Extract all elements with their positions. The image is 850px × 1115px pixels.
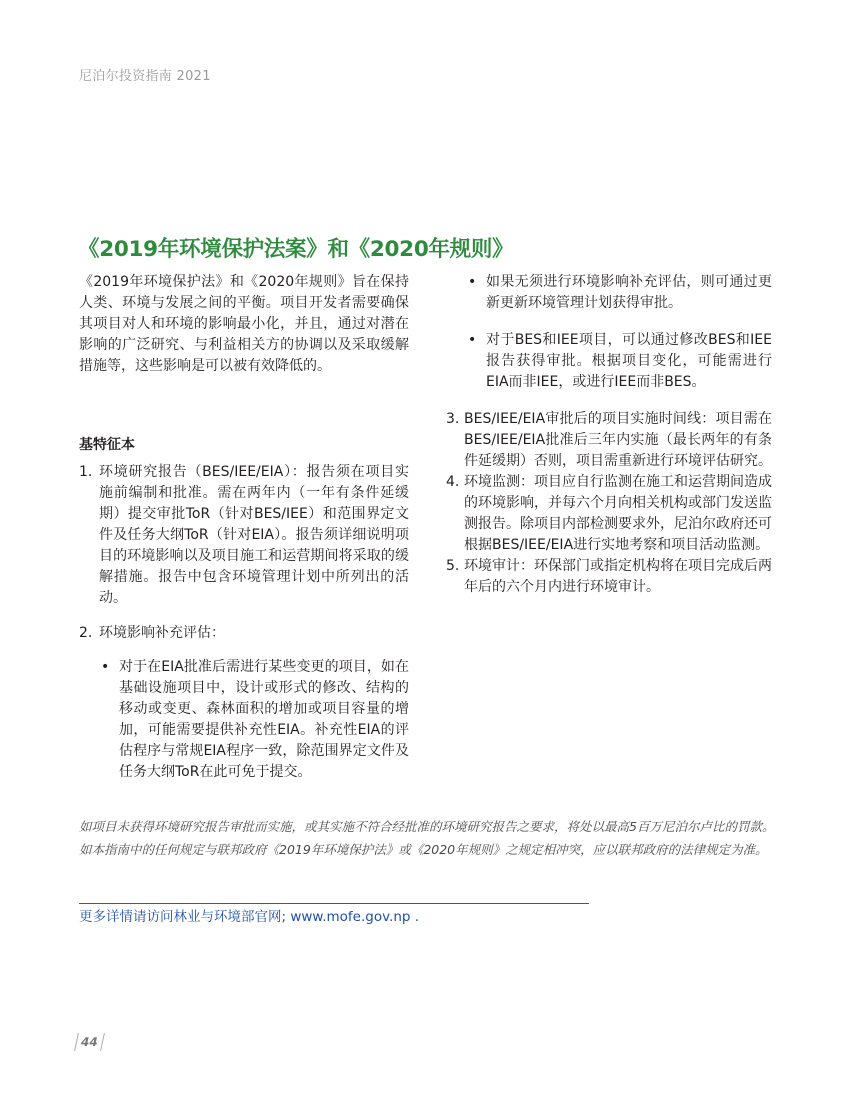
list-item — [79, 462, 409, 609]
bullet-text: 如果无须进行环境影响补充评估，则可通过更新更新环境管理计划获得审批。 — [486, 274, 772, 311]
section-title: 《2019年环境保护法案》和《2020年规则》 — [78, 237, 514, 262]
item-number: 1. — [79, 464, 93, 480]
features-heading: 基特征本 — [79, 437, 135, 453]
divider — [79, 903, 589, 904]
item-text: 环境研究报告（BES/IEE/EIA）：报告须在项目实施前编制和批准。需在两年内（一年有条件延缓期）提交审批ToR（针对BES/IEE）和范围界定文件及任务大纲ToR（针对EIA）。报告须详细说明项目的环境影响以及项目施工和运营期间将采取的缓解措施。报告中包含环境管理计划中所列出的活动。 — [99, 464, 409, 606]
page-number: 44 — [74, 1033, 105, 1051]
intro-paragraph: 《2019年环境保护法》和《2020年规则》旨在保持人类、环境与发展之间的平衡。项目开发者需要确保其项目对人和环境的影响最小化，并且，通过对潜在影响的广泛研究、与利益相关方的协调以及采取缓解措施等，这些影响是可以被有效降低的。 — [79, 274, 409, 374]
footnote-penalty: 如项目未获得环境研究报告审批而实施，或其实施不符合经批准的环境研究报告之要求，将处以最高5百万尼泊尔卢比的罚款。 — [79, 819, 775, 834]
features-list — [79, 462, 409, 783]
list-item — [79, 623, 409, 783]
supplement-bullets — [99, 657, 409, 783]
list-item — [446, 556, 772, 598]
right-column — [446, 272, 772, 598]
item-number: 5. — [446, 558, 460, 574]
bullet-icon: • — [468, 332, 477, 348]
item-text: 环境审计：环保部门或指定机构将在项目完成后两年后的六个月内进行环境审计。 — [464, 558, 772, 595]
footnotes — [79, 817, 779, 863]
more-info-link[interactable]: 更多详情请访问林业与环境部官网; www.mofe.gov.np . — [79, 909, 420, 925]
list-item — [446, 472, 772, 556]
item-text: BES/IEE/EIA审批后的项目实施时间线：项目需在BES/IEE/EIA批准后三年内实施（最长两年的有条件延缓期）否则，项目需重新进行环境评估研究。 — [464, 411, 772, 469]
item-number: 4. — [446, 474, 460, 490]
item-number: 3. — [446, 411, 460, 427]
item-number: 2. — [79, 625, 93, 641]
bullet-item — [466, 330, 772, 393]
bullet-item — [99, 657, 409, 783]
bullet-text: 对于BES和IEE项目，可以通过修改BES和IEE报告获得审批。根据项目变化，可能需进行EIA而非IEE，或进行IEE而非BES。 — [486, 332, 772, 390]
supplement-bullets-continued — [446, 272, 772, 393]
running-header: 尼泊尔投资指南 2021 — [79, 69, 211, 84]
left-column — [79, 272, 409, 783]
bullet-text: 对于在EIA批准后需进行某些变更的项目，如在基础设施项目中，设计或形式的修改、结构的移动或变更、森林面积的增加或项目容量的增加，可能需要提供补充性EIA。补充性EIA的评估程序与常规EIA程序一致，除范围界定文件及任务大纲ToR在此可免于提交。 — [119, 659, 409, 780]
item-text: 环境监测：项目应自行监测在施工和运营期间造成的环境影响，并每六个月向相关机构或部门发送监测报告。除项目内部检测要求外，尼泊尔政府还可根据BES/IEE/EIA进行实地考察和项目活动监测。 — [464, 474, 772, 553]
bullet-icon: • — [468, 274, 477, 290]
item-text: 环境影响补充评估： — [99, 625, 225, 641]
steps-list — [446, 409, 772, 598]
bullet-icon: • — [101, 659, 110, 675]
bullet-item — [466, 272, 772, 314]
list-item — [446, 409, 772, 472]
footnote-precedence: 如本指南中的任何规定与联邦政府《2019年环境保护法》或《2020年规则》之规定相冲突，应以联邦政府的法律规定为准。 — [79, 842, 768, 857]
